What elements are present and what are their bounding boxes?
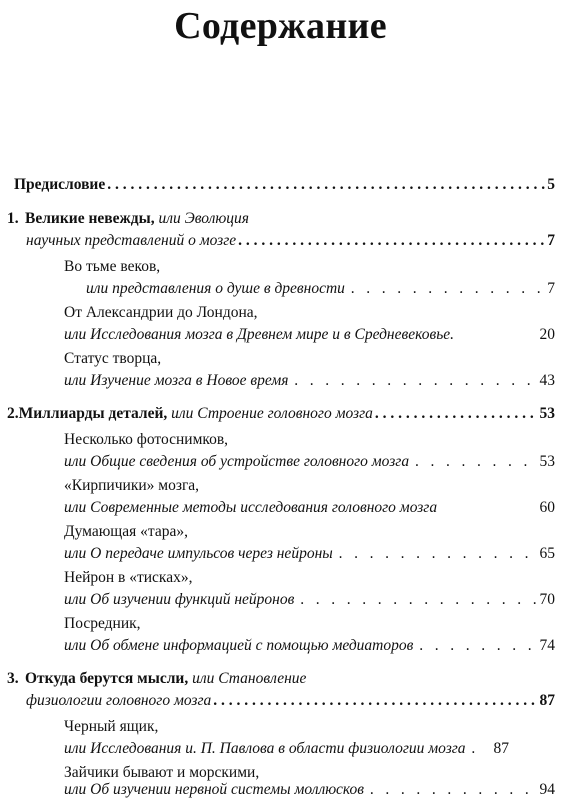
leader-dots — [335, 545, 538, 563]
leader-dots — [213, 692, 537, 710]
leader-dots — [415, 637, 537, 655]
toc-entry-section-3-2[interactable] — [64, 781, 555, 799]
toc-entry-section-1-2[interactable] — [64, 326, 555, 344]
leader-dots — [366, 781, 538, 799]
toc-entry-section-2-1[interactable] — [64, 453, 555, 471]
section-subtitle: или представления о душе в древности — [86, 280, 345, 297]
section-title: Нейрон в «тисках», — [64, 569, 193, 586]
section-subtitle: или Изучение мозга в Новое время — [64, 372, 289, 389]
section-title: Думающая «тара», — [64, 523, 188, 540]
toc-entry-section-2-2[interactable] — [64, 499, 555, 517]
toc-entry-section-1-1[interactable] — [64, 280, 555, 298]
section-title: Во тьме веков, — [64, 258, 161, 275]
chapter-title: Великие невежды, — [25, 210, 155, 227]
leader-dots — [296, 591, 537, 609]
toc-entry-section-2-5[interactable] — [64, 637, 555, 655]
section-title: Посредник, — [64, 615, 141, 632]
section-title: От Александрии до Лондона, — [64, 304, 258, 321]
page-number: 60 — [539, 499, 555, 516]
chapter-title: Миллиарды деталей, — [18, 405, 168, 422]
page-number: 7 — [547, 280, 555, 297]
toc-entry-preface[interactable] — [14, 176, 555, 194]
page-number: 20 — [539, 326, 555, 343]
section-title: Зайчики бывают и морскими, — [64, 764, 260, 781]
chapter-subtitle: или Строение головного мозга — [171, 405, 373, 422]
page-number: 65 — [539, 545, 555, 562]
toc-entry-chapter-2[interactable] — [7, 405, 555, 423]
section-subtitle: или О передаче импульсов через нейроны — [64, 545, 333, 562]
chapter-number: 3. — [7, 670, 19, 687]
leader-dots — [375, 405, 538, 423]
page-number: 74 — [539, 637, 555, 654]
entry-title: Предисловие — [14, 176, 106, 193]
page-number: 7 — [547, 232, 555, 249]
page-number: 87 — [539, 692, 555, 709]
section-subtitle: или Об изучении нервной системы моллюсков — [64, 781, 364, 798]
leader-dots — [238, 232, 545, 250]
toc-entry-section-2-3[interactable] — [64, 545, 555, 563]
chapter-number: 2. — [7, 405, 19, 422]
toc-entry-chapter-1[interactable] — [7, 210, 249, 228]
chapter-number: 1. — [7, 210, 19, 227]
section-subtitle: или Об изучении функций нейронов — [64, 591, 295, 608]
section-title: Несколько фотоснимков, — [64, 431, 229, 448]
section-subtitle: или Об обмене информацией с помощью медиаторов — [64, 637, 414, 654]
page-number: 70 — [539, 591, 555, 608]
leader-dots — [107, 176, 545, 194]
section-subtitle: или Исследования мозга в Древнем мире и в Средневековье. — [64, 326, 455, 343]
section-subtitle: или Исследования и. П. Павлова в области физиологии мозга — [64, 740, 466, 757]
page-number: 53 — [539, 405, 555, 422]
toc-entry-chapter-3-cont[interactable] — [26, 692, 555, 710]
leader-dots — [347, 280, 545, 298]
section-title: Статус творца, — [64, 350, 162, 367]
section-title: Черный ящик, — [64, 718, 159, 735]
page-number: 53 — [539, 453, 555, 470]
section-subtitle: или Современные методы исследования головного мозга — [64, 499, 438, 516]
toc-entry-chapter-3[interactable] — [7, 670, 306, 688]
chapter-title: Откуда берутся мысли, — [25, 670, 189, 687]
section-subtitle: или Общие сведения об устройстве головного мозга — [64, 453, 410, 470]
toc-entry-section-3-1[interactable] — [64, 740, 555, 758]
toc-entry-chapter-1-cont[interactable] — [26, 232, 555, 250]
chapter-subtitle: или Становление — [192, 670, 307, 687]
chapter-subtitle-cont: физиологии головного мозга — [26, 692, 212, 709]
leader-dots — [468, 740, 484, 758]
chapter-subtitle-cont: научных представлений о мозге — [26, 232, 237, 249]
page-number: 43 — [539, 372, 555, 389]
toc-entry-section-2-4[interactable] — [64, 591, 555, 609]
page-title: Содержание — [174, 5, 387, 47]
chapter-subtitle: или Эволюция — [158, 210, 250, 227]
toc-entry-section-1-3[interactable] — [64, 372, 555, 390]
page-number: 87 — [493, 740, 510, 757]
leader-dots — [290, 372, 537, 390]
page-number: 5 — [547, 176, 555, 193]
page-number: 94 — [539, 781, 555, 798]
section-title: «Кирпичики» мозга, — [64, 477, 200, 494]
leader-dots — [411, 453, 537, 471]
